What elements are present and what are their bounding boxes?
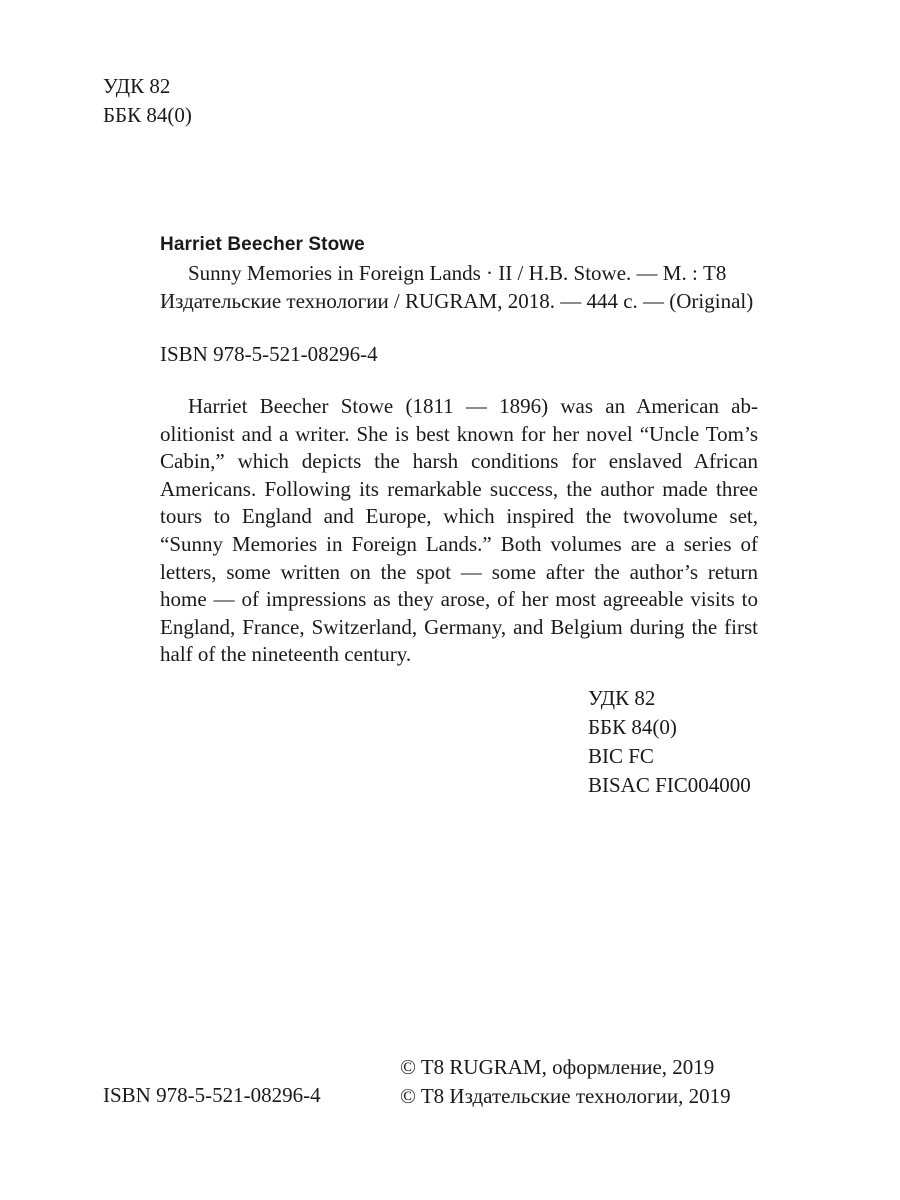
bibliographic-record — [160, 231, 753, 315]
footer-isbn: ISBN 978-5-521-08296-4 — [103, 1083, 321, 1107]
bisac-code: BISAC FIC004000 — [588, 773, 751, 797]
bic-code: BIC FC — [588, 744, 654, 768]
top-classification — [103, 72, 192, 130]
title-line-1: Sunny Memories in Foreign Lands · II / H.B. Stowe. — М. : T8 — [188, 261, 727, 285]
copyright-publisher: © T8 Издательские технологии, 2019 — [400, 1084, 731, 1108]
bbk-code: ББК 84(0) — [103, 103, 192, 127]
title-line-2: Издательские технологии / RUGRAM, 2018. — 444 с. — (Original) — [160, 289, 754, 313]
udk-code-bottom: УДК 82 — [588, 686, 656, 710]
udk-code: УДК 82 — [103, 74, 171, 98]
copyright-design: © T8 RUGRAM, оформление, 2019 — [400, 1055, 715, 1079]
bottom-classification — [588, 684, 751, 800]
bbk-code-bottom: ББК 84(0) — [588, 715, 677, 739]
copyright-notices — [400, 1053, 731, 1111]
isbn-record: ISBN 978-5-521-08296-4 — [160, 342, 378, 366]
author-name: Harriet Beecher Stowe — [160, 234, 365, 255]
annotation-paragraph: Harriet Beecher Stowe (1811 — 1896) was an American abolitionist and a writer. She is best known for her novel “Uncle Tom’s Cabin,” which depicts the harsh conditions for enslaved African Americans. Following its remarkable success, the author made three tours to England and Europe, which inspired the twovolume set, “Sunny Memories in Foreign Lands.” Both volumes are a series of letters, some written on the spot — some after the author’s return home — of impressions as they arose, of her most agreeable visits to England, France, Switzerland, Germany, and Belgium during the first half of the nineteenth century. — [160, 394, 758, 667]
